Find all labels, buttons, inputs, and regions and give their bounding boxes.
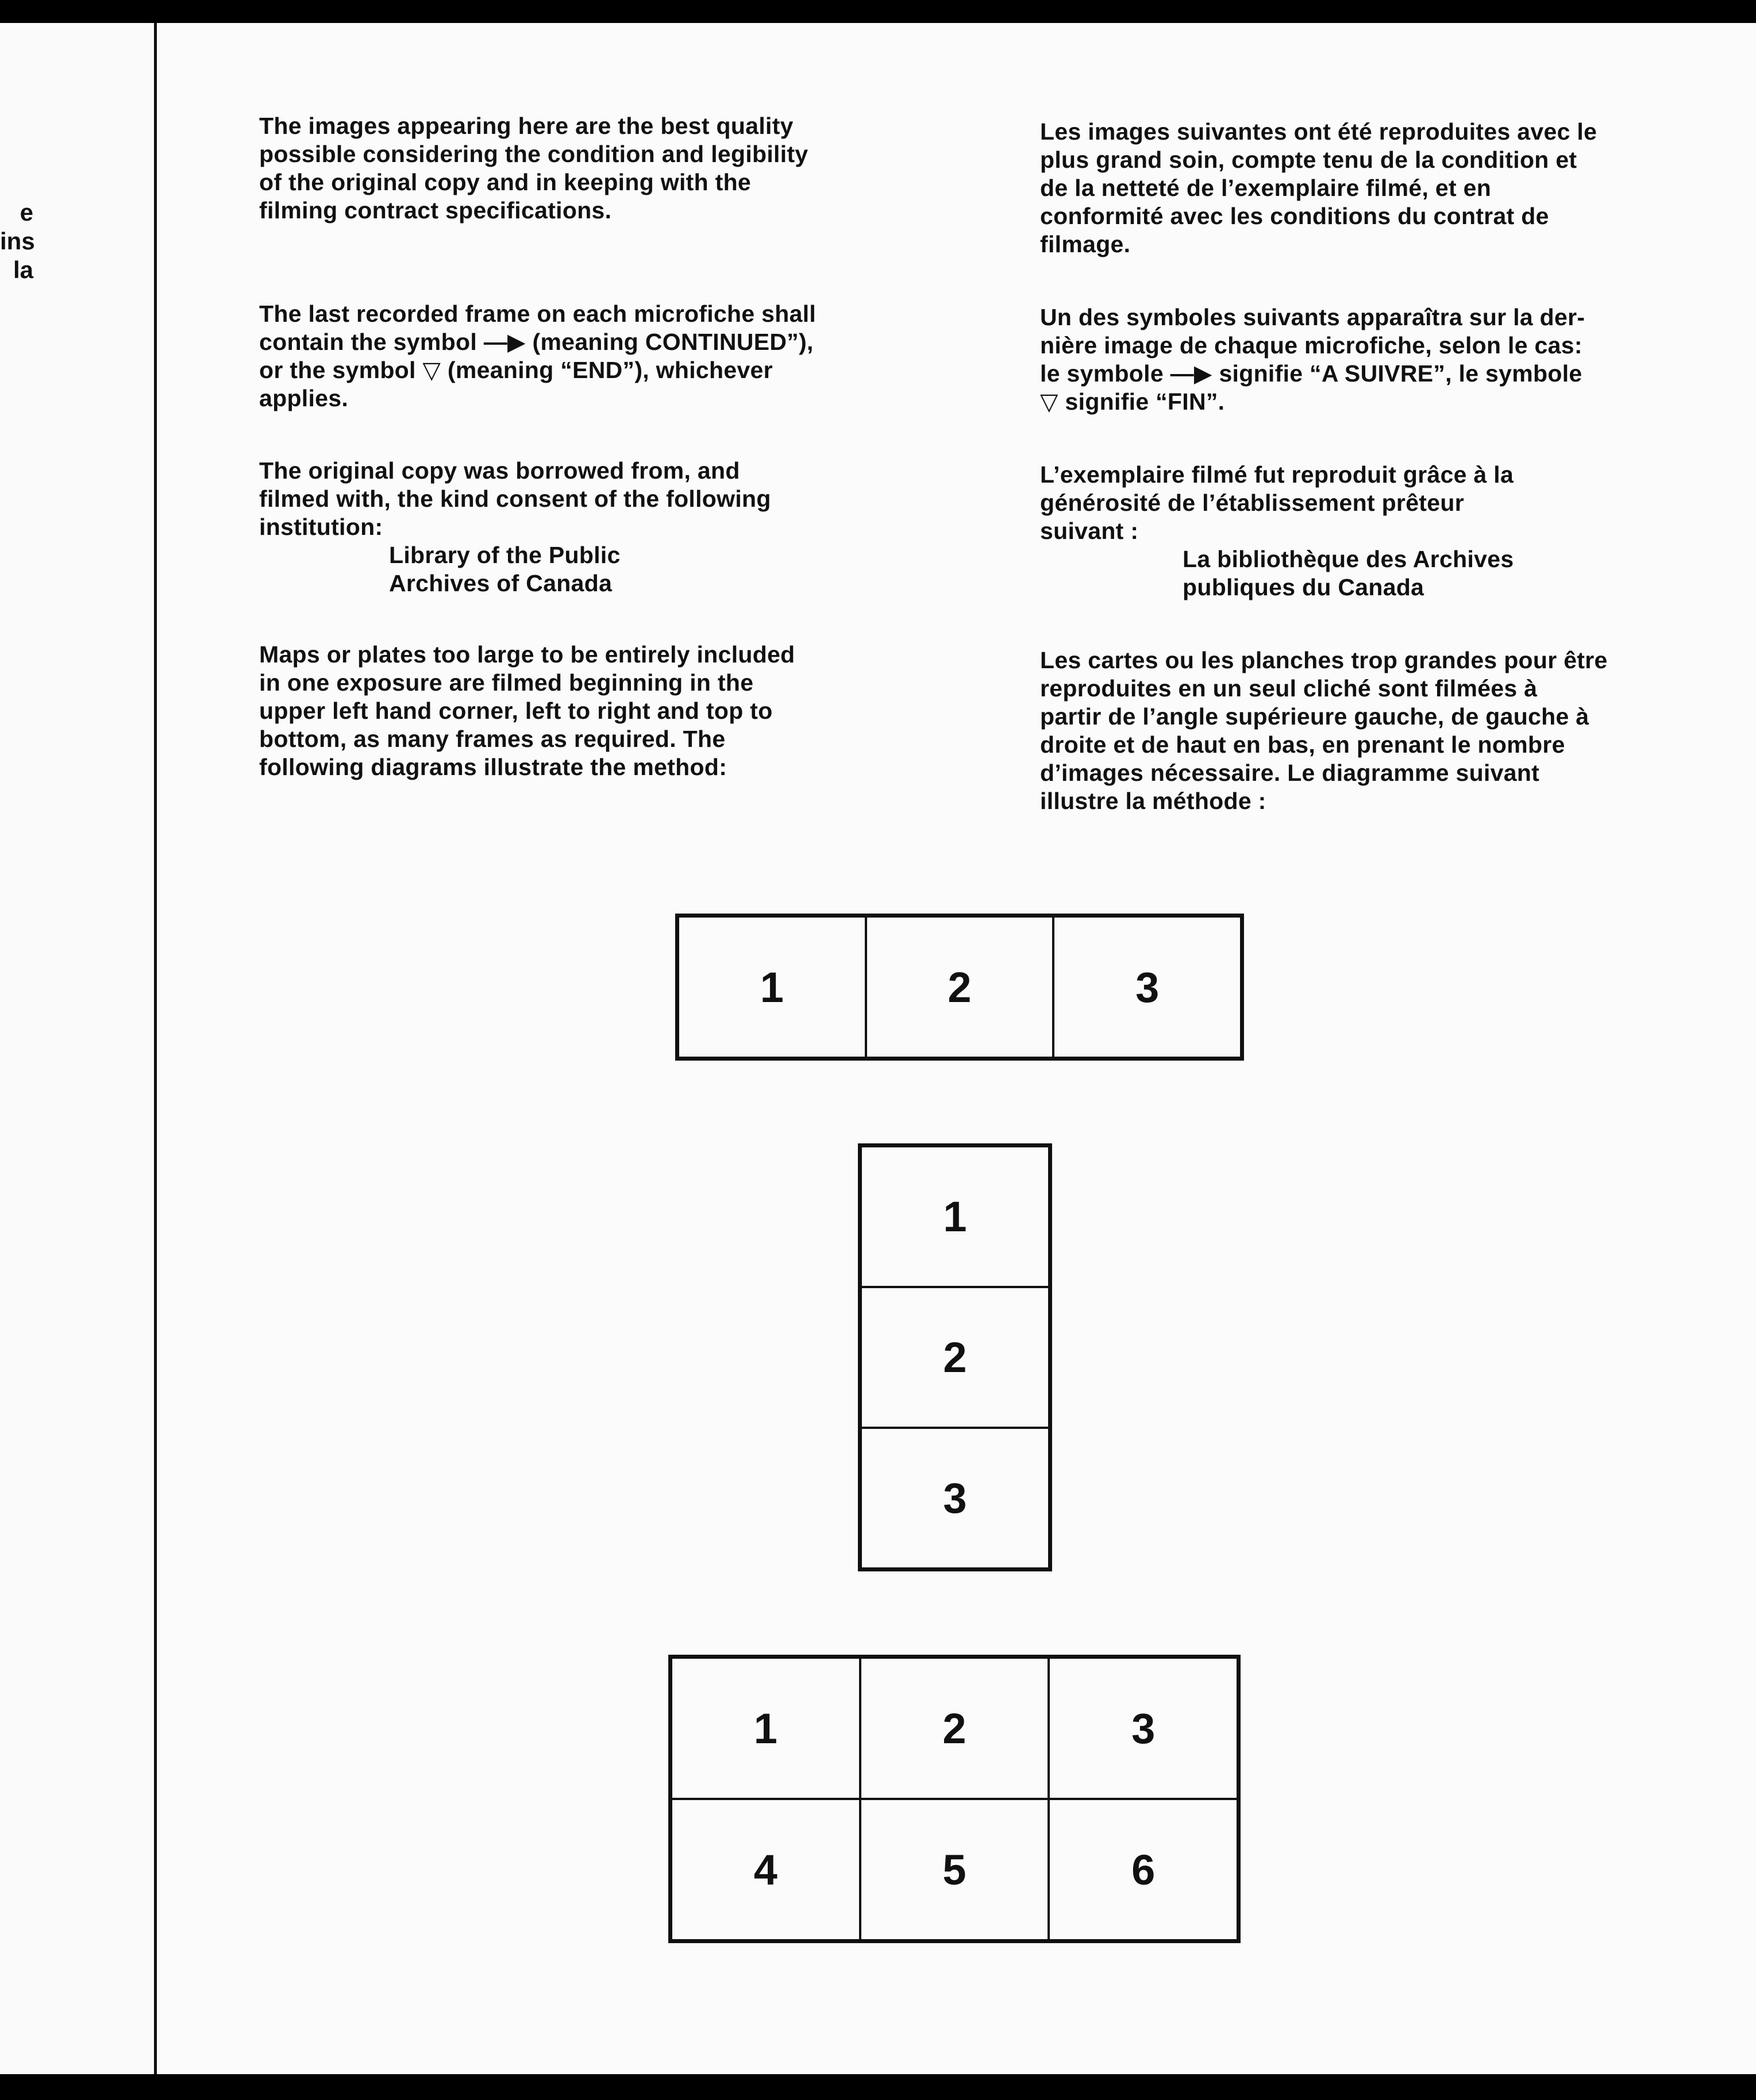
french-paragraph-symbols: Un des symboles suivants apparaîtra sur la der- nière image de chaque microfiche, selon le cas: le symbole —▶ signifie “A SUIVRE”, le symbole ▽ signifie “FIN”.	[1040, 304, 1585, 415]
frame-cell: 3	[1049, 1658, 1238, 1799]
english-column	[259, 112, 949, 225]
english-institution-name: Library of the Public Archives of Canada	[389, 542, 621, 596]
frame-cell: 1	[671, 1658, 860, 1799]
frame-cell: 1	[678, 916, 866, 1058]
margin-fragment-text: e ins la	[0, 199, 35, 283]
english-consent-block	[259, 457, 949, 598]
french-symbols-block	[1040, 303, 1747, 416]
previous-page-edge	[0, 23, 157, 2074]
english-paragraph-quality: The images appearing here are the best quality possible considering the condition and legibility of the original copy and in keeping with the filming contract specifications.	[259, 113, 808, 224]
french-maps-block	[1040, 646, 1747, 815]
french-paragraph-quality: Les images suivantes ont été reproduites avec le plus grand soin, compte tenu de la condition et de la netteté de l’exemplaire filmé, et en conformité avec les conditions du contrat de filmage.	[1040, 118, 1597, 257]
diagram-vertical-strip	[858, 1143, 1052, 1571]
english-maps-block	[259, 641, 949, 781]
english-paragraph-symbols: The last recorded frame on each microfiche shall contain the symbol —▶ (meaning CONTINUED”), or the symbol ▽ (meaning “END”), whichever applies.	[259, 300, 817, 411]
frame-cell: 2	[861, 1287, 1049, 1428]
diagram-six-frame-grid	[668, 1655, 1241, 1943]
frame-cell: 5	[860, 1799, 1049, 1940]
frame-cell: 2	[866, 916, 1054, 1058]
frame-cell: 2	[860, 1658, 1049, 1799]
frame-cell: 6	[1049, 1799, 1238, 1940]
frame-cell: 4	[671, 1799, 860, 1940]
french-consent-block	[1040, 461, 1747, 602]
english-paragraph-consent: The original copy was borrowed from, and filmed with, the kind consent of the following institution:	[259, 457, 771, 540]
english-paragraph-maps: Maps or plates too large to be entirely included in one exposure are filmed beginning in the upper left hand corner, left to right and top to bottom, as many frames as required. The following diagrams illustrate the method:	[259, 641, 795, 780]
english-symbols-block	[259, 300, 949, 413]
bottom-film-border	[0, 2074, 1756, 2100]
french-institution-name: La bibliothèque des Archives publiques du Canada	[1183, 546, 1514, 600]
french-column	[1040, 118, 1747, 259]
document-page	[157, 23, 1756, 2074]
frame-cell: 1	[861, 1146, 1049, 1287]
frame-cell: 3	[1053, 916, 1241, 1058]
top-film-border	[0, 0, 1756, 23]
frame-cell: 3	[861, 1428, 1049, 1569]
french-paragraph-maps: Les cartes ou les planches trop grandes pour être reproduites en un seul cliché sont filmées à partir de l’angle supérieure gauche, de gauche à droite et de haut en bas, en prenant le nombre d’images nécessaire. Le diagramme suivant illustre la méthode :	[1040, 647, 1608, 814]
diagram-horizontal-strip	[675, 914, 1244, 1061]
french-paragraph-consent: L’exemplaire filmé fut reproduit grâce à la générosité de l’établissement prêteur suivant :	[1040, 461, 1514, 544]
